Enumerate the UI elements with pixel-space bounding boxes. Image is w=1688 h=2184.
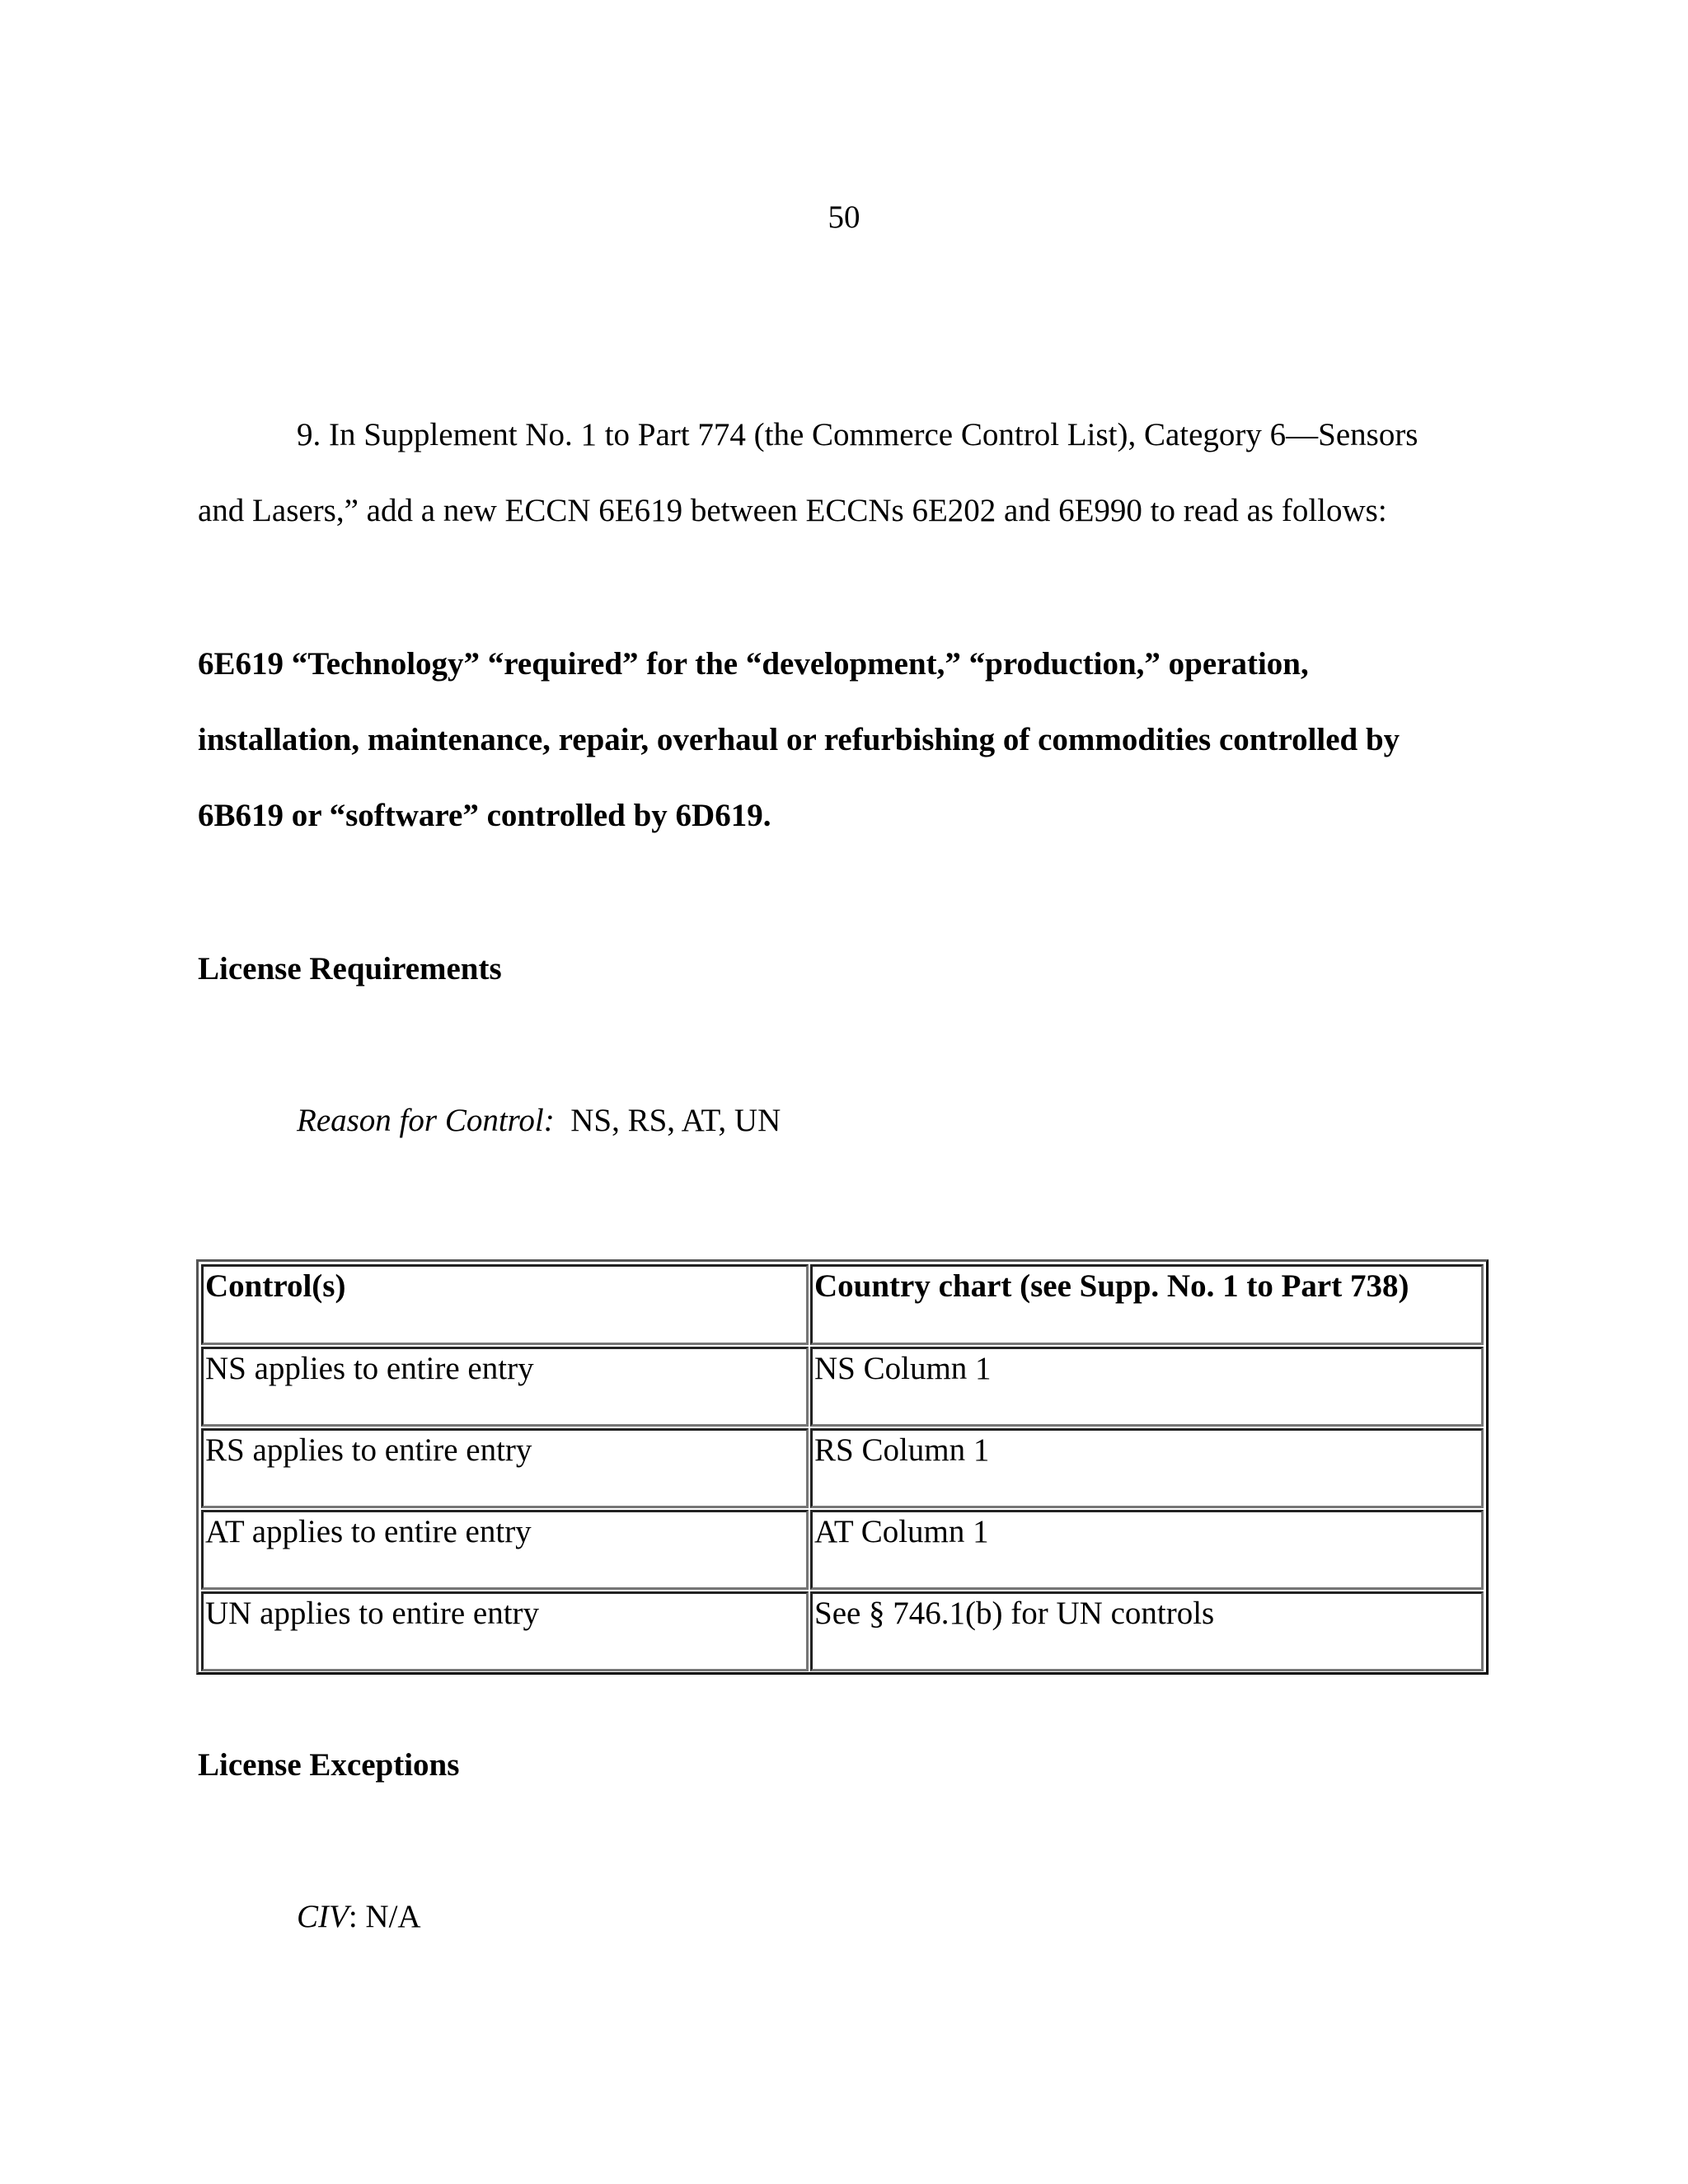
reason-label: Reason for Control: bbox=[297, 1103, 555, 1138]
page-number: 50 bbox=[828, 199, 860, 235]
table-row: RS Column 1 bbox=[810, 1428, 1484, 1508]
intro-line-2: and Lasers,” add a new ECCN 6E619 between ECCNs 6E202 and 6E990 to read as follows: bbox=[198, 493, 1387, 528]
table-row: AT applies to entire entry bbox=[201, 1510, 809, 1590]
table-row: NS Column 1 bbox=[810, 1347, 1484, 1427]
control-table bbox=[196, 1259, 1489, 1675]
eccn-heading-line-3: 6B619 or “software” controlled by 6D619. bbox=[198, 798, 771, 833]
civ-value: : N/A bbox=[348, 1899, 421, 1934]
civ-label: CIV bbox=[297, 1899, 349, 1934]
table-header-controls: Control(s) bbox=[201, 1264, 809, 1345]
civ-line bbox=[297, 1897, 421, 1937]
eccn-heading-line-2: installation, maintenance, repair, overhaul or refurbishing of commodities controlled by bbox=[198, 722, 1400, 757]
table-header-country-chart: Country chart (see Supp. No. 1 to Part 738) bbox=[810, 1264, 1484, 1345]
table-row: See § 746.1(b) for UN controls bbox=[810, 1591, 1484, 1671]
intro-line-1: 9. In Supplement No. 1 to Part 774 (the Commerce Control List), Category 6—Sensors bbox=[297, 417, 1418, 452]
table-row: RS applies to entire entry bbox=[201, 1428, 809, 1508]
reason-for-control bbox=[297, 1101, 781, 1141]
table-row: UN applies to entire entry bbox=[201, 1591, 809, 1671]
eccn-heading-line-1: 6E619 “Technology” “required” for the “development,” “production,” operation, bbox=[198, 646, 1309, 682]
table-row: AT Column 1 bbox=[810, 1510, 1484, 1590]
table-row: NS applies to entire entry bbox=[201, 1347, 809, 1427]
reason-value: NS, RS, AT, UN bbox=[570, 1103, 781, 1138]
license-requirements-heading: License Requirements bbox=[198, 951, 502, 987]
license-exceptions-heading: License Exceptions bbox=[198, 1747, 460, 1783]
